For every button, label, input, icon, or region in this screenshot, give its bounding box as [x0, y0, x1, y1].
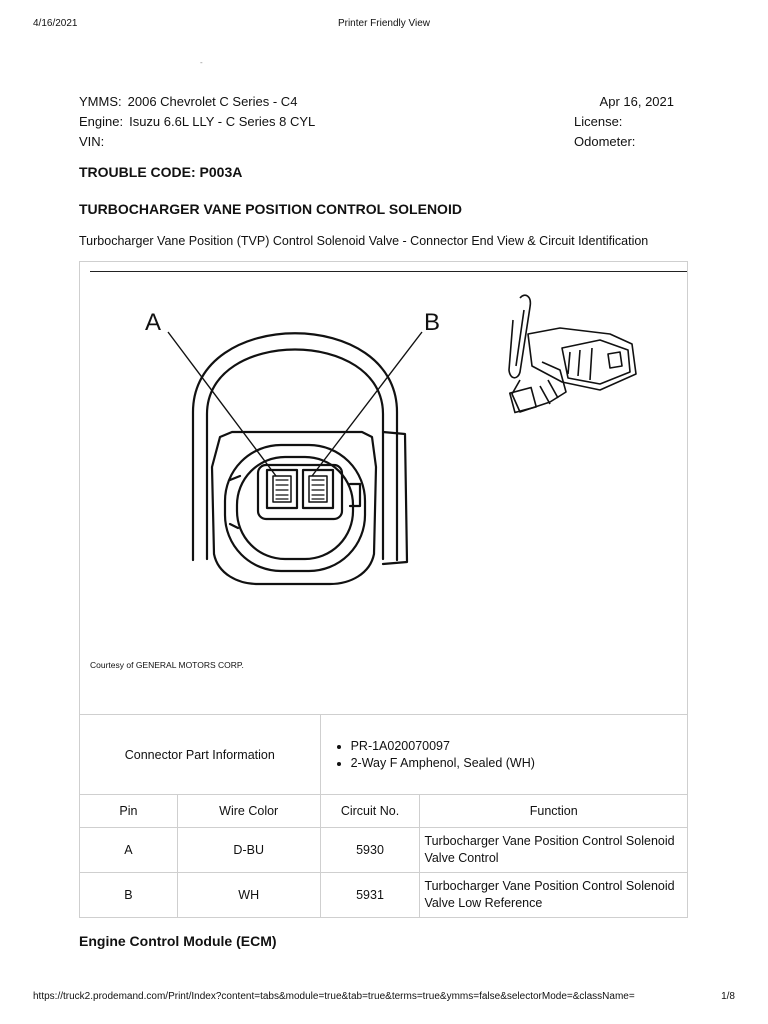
next-section-heading: Engine Control Module (ECM) — [79, 933, 277, 949]
page-number: 1/8 — [721, 991, 735, 1002]
column-header-circuit: Circuit No. — [320, 795, 420, 828]
connector-part-label: Connector Part Information — [80, 715, 321, 795]
connector-part-details — [320, 715, 687, 795]
wire-color-cell: WH — [177, 873, 320, 918]
license-label: License: — [574, 114, 623, 129]
function-cell: Turbocharger Vane Position Control Solenoid Valve Low Reference — [420, 873, 688, 918]
connector-info-table — [79, 714, 688, 918]
column-header-pin: Pin — [80, 795, 178, 828]
circuit-cell: 5930 — [320, 828, 420, 873]
connector-part-row — [80, 715, 688, 795]
pin-label-a: A — [145, 309, 162, 336]
table-row — [80, 873, 688, 918]
figure-caption: Turbocharger Vane Position (TVP) Control Solenoid Valve - Connector End View & Circuit Identification — [79, 234, 649, 248]
print-header-title: Printer Friendly View — [337, 18, 431, 29]
print-date: 4/16/2021 — [33, 18, 78, 29]
vehicle-info-left — [79, 92, 315, 152]
vin-label: VIN: — [79, 134, 105, 149]
column-header-wire-color: Wire Color — [177, 795, 320, 828]
table-header-row — [80, 795, 688, 828]
connector-latch-outer — [193, 333, 397, 560]
stray-mark: - — [200, 58, 203, 67]
pin-cell: B — [80, 873, 178, 918]
pin-cell: A — [80, 828, 178, 873]
figure-courtesy: Courtesy of GENERAL MOTORS CORP. — [90, 660, 244, 670]
engine-value: Isuzu 6.6L LLY - C Series 8 CYL — [129, 114, 316, 129]
column-header-function: Function — [420, 795, 688, 828]
report-date: Apr 16, 2021 — [599, 94, 674, 109]
list-item: • PR-1A020070097 — [351, 738, 683, 755]
list-item: • 2-Way F Amphenol, Sealed (WH) — [351, 755, 683, 772]
ymms-label: YMMS: — [79, 94, 122, 109]
connector-latch-inner — [207, 350, 383, 560]
connector-lock-tab — [383, 432, 407, 564]
table-row — [80, 828, 688, 873]
connector-part-list — [325, 738, 683, 772]
figure-box — [79, 261, 688, 714]
wire-color-cell: D-BU — [177, 828, 320, 873]
pin-label-b: B — [424, 309, 441, 336]
vehicle-info-right — [574, 92, 674, 152]
function-cell: Turbocharger Vane Position Control Solenoid Valve Control — [420, 828, 688, 873]
terminal-housing — [258, 465, 342, 519]
section-title: TURBOCHARGER VANE POSITION CONTROL SOLENOID — [79, 201, 462, 217]
trouble-code-heading: TROUBLE CODE: P003A — [79, 164, 243, 180]
odometer-label: Odometer: — [574, 134, 636, 149]
circuit-cell: 5931 — [320, 873, 420, 918]
footer-url-link[interactable]: https://truck2.prodemand.com/Print/Index?content=tabs&module=true&tab=true&terms=true&ymms=false&selectorMode=&className= — [33, 991, 635, 1002]
connector-3d-view — [509, 295, 636, 412]
engine-label: Engine: — [79, 114, 124, 129]
connector-diagram — [80, 262, 687, 715]
ymms-value: 2006 Chevrolet C Series - C4 — [127, 94, 298, 109]
